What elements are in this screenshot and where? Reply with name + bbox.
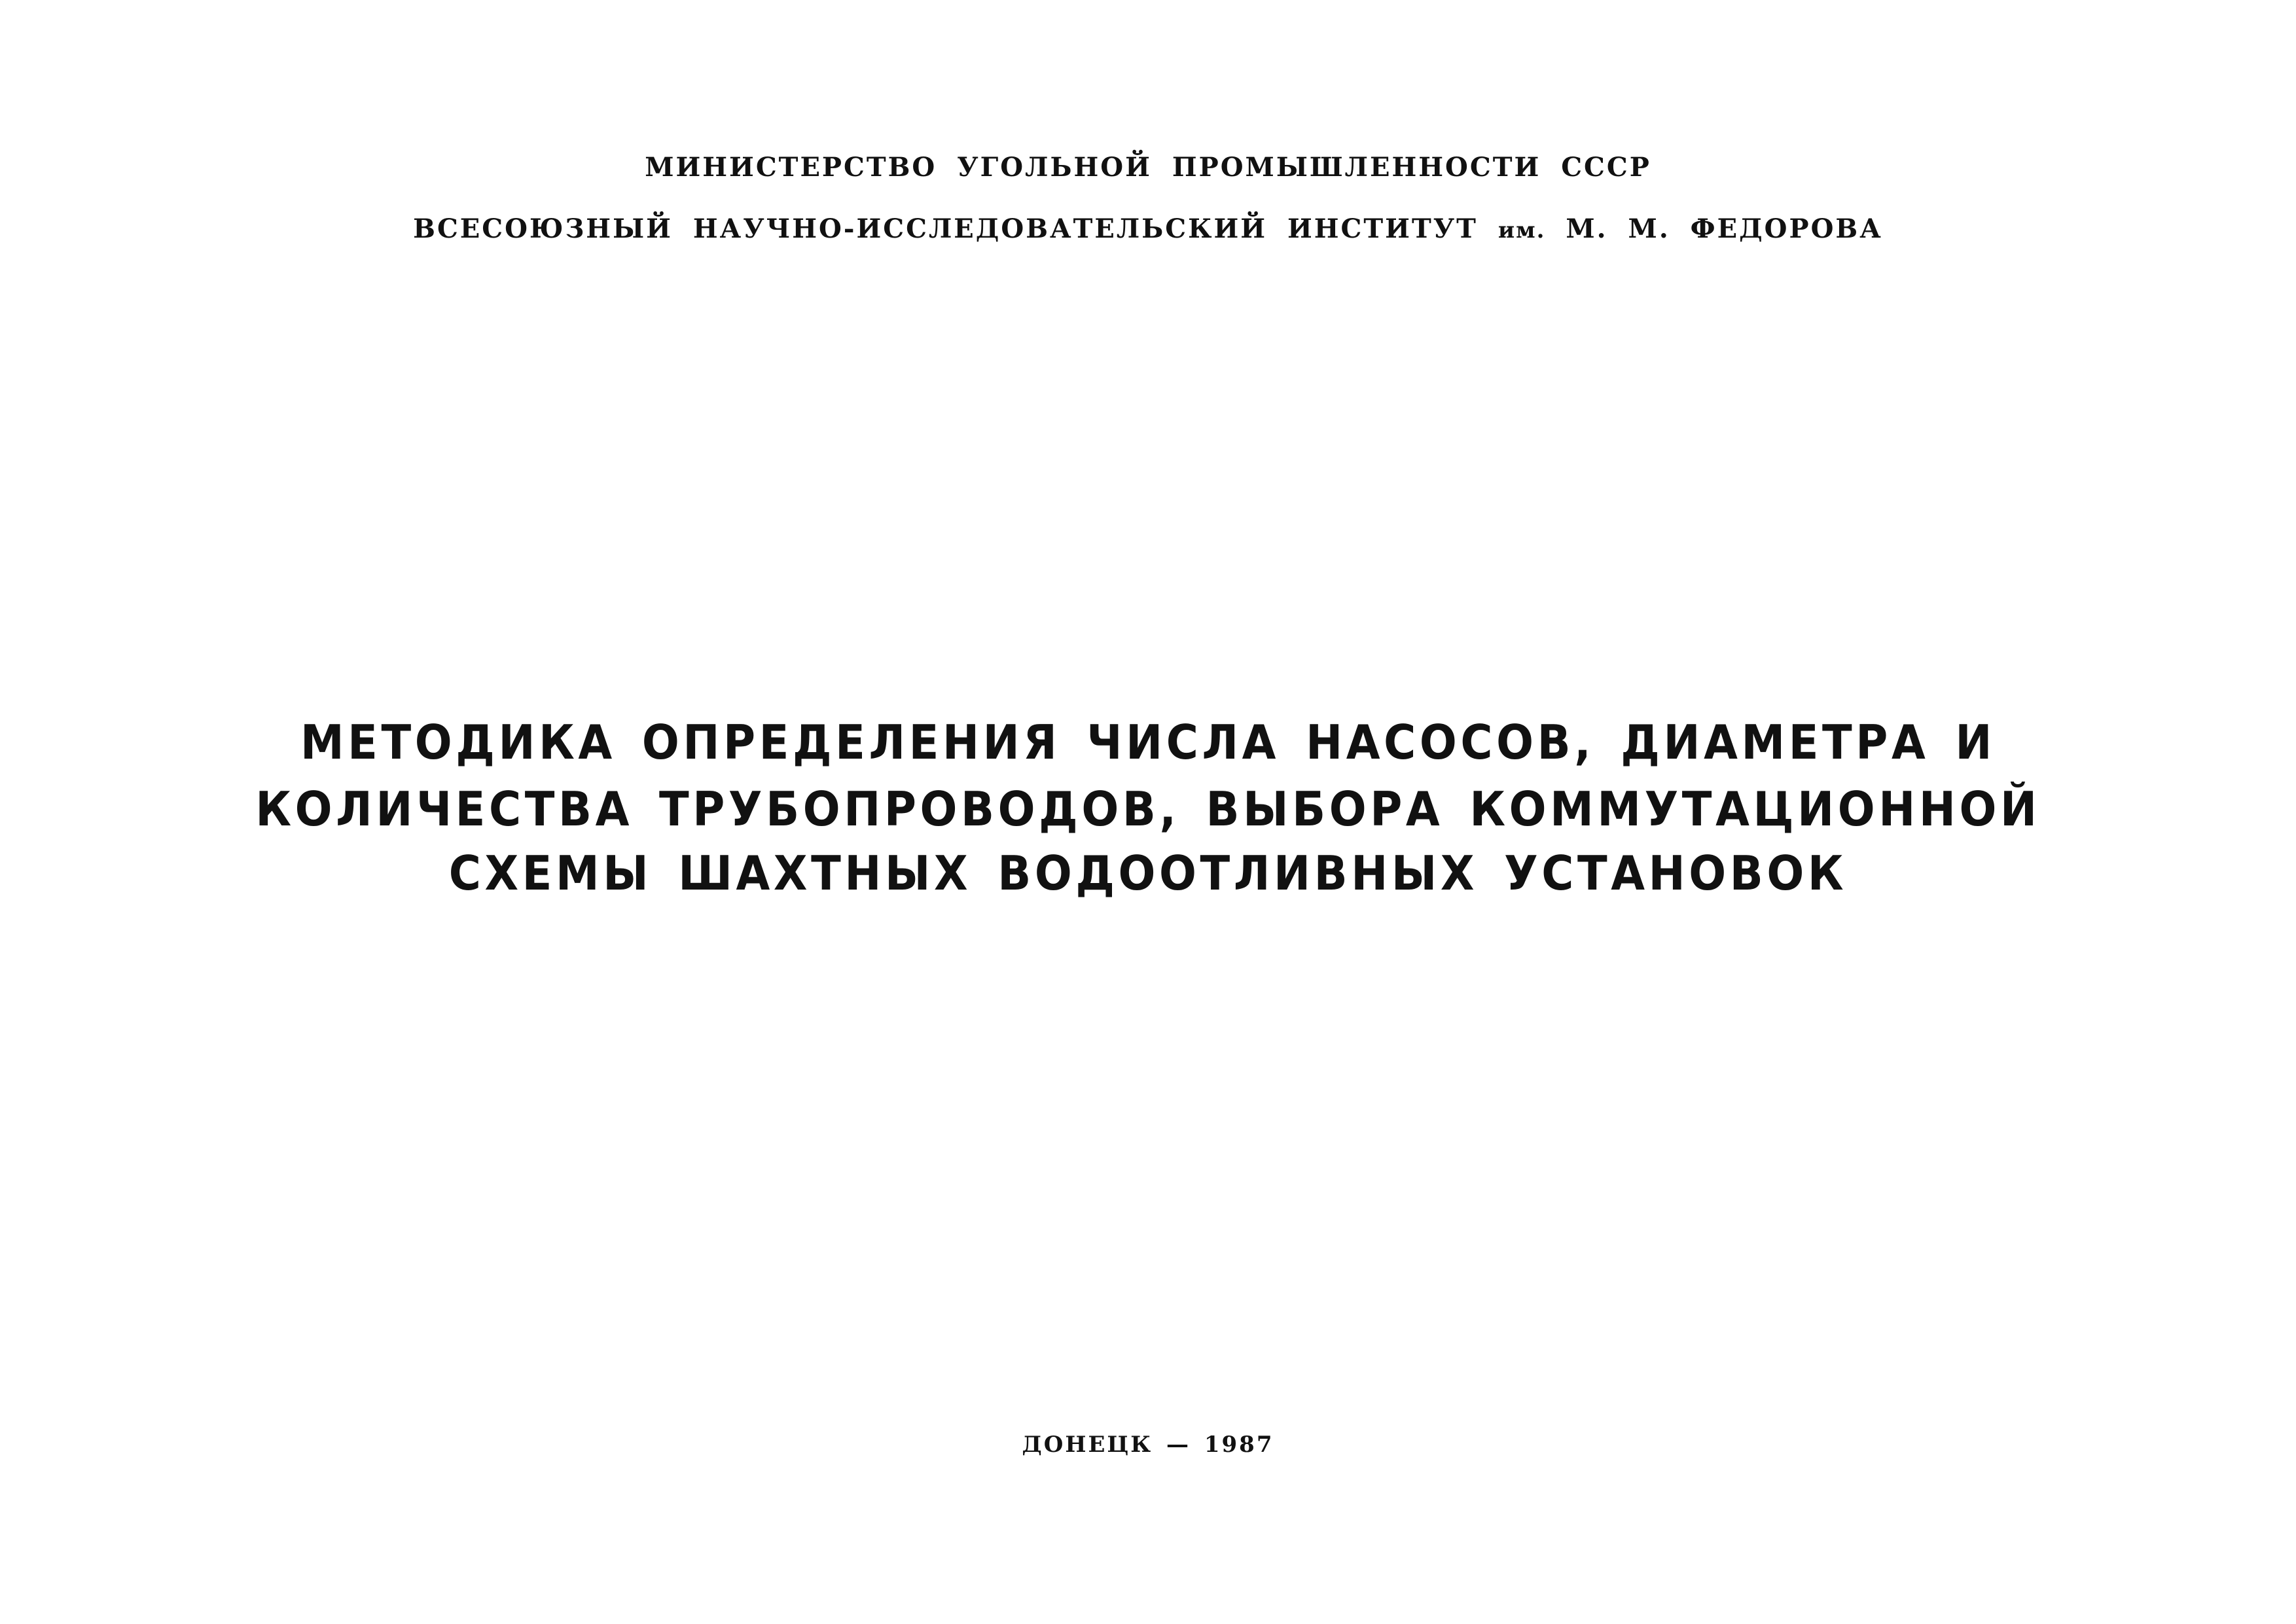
document-title-line-3: СХЕМЫ ШАХТНЫХ ВОДООТЛИВНЫХ УСТАНОВОК [448,846,1848,901]
place-year-footer: ДОНЕЦК — 1987 [1022,1432,1274,1458]
ministry-heading: МИНИСТЕРСТВО УГОЛЬНОЙ ПРОМЫШЛЕННОСТИ СССР [645,152,1651,183]
institute-name: М. М. ФЕДОРОВА [1566,213,1883,244]
institute-heading [0,213,2296,244]
document-title-line-1: МЕТОДИКА ОПРЕДЕЛЕНИЯ ЧИСЛА НАСОСОВ, ДИАМЕТРА И [300,715,1996,770]
institute-main-text: ВСЕСОЮЗНЫЙ НАУЧНО-ИССЛЕДОВАТЕЛЬСКИЙ ИНСТИТУТ [413,213,1478,244]
institute-name-prefix: им. [1498,217,1546,244]
document-title-line-2: КОЛИЧЕСТВА ТРУБОПРОВОДОВ, ВЫБОРА КОММУТАЦИОННОЙ [255,782,2041,837]
